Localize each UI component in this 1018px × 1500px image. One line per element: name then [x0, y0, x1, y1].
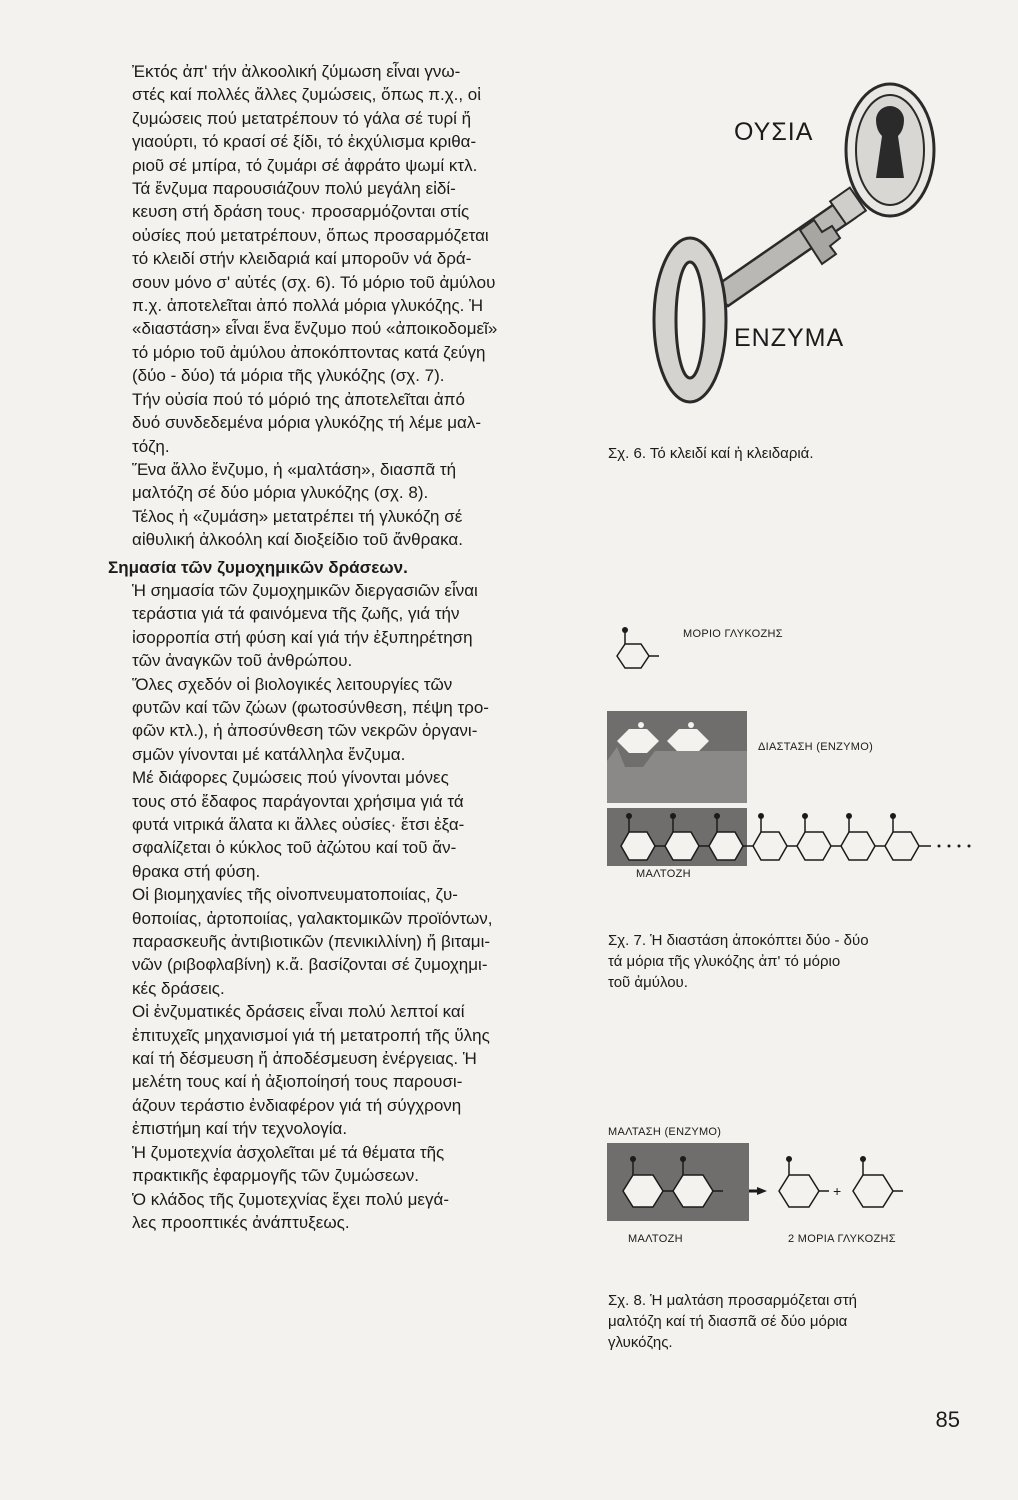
diastase-enzyme-block [607, 711, 747, 803]
main-text-column [108, 60, 588, 1234]
paragraph-maltase: Ἕνα ἄλλο ἔνζυμο, ἡ «μαλτάση», διασπᾶ τή μαλτόζη σέ δύο μόρια γλυκόζης (σχ. 8). [132, 459, 457, 503]
paragraph-zymase: Τέλος ἡ «ζυμάση» μετατρέπει τή γλυκόζη σέ αἰθυλική ἀλκοόλη καί διοξείδιο τοῦ ἄνθρακα. [132, 506, 463, 550]
glucose-molecule-icon [607, 622, 667, 672]
key [654, 188, 866, 402]
paragraph-biological-functions: Ὅλες σχεδόν οἱ βιολογικές λειτουργίες τῶν φυτῶν καί τῶν ζώων (φωτοσύνθεση, πέψη τρο- φῶν κτλ.), ἡ ἀποσύνθεση τῶν νεκρῶν ὀργανι- σμῶν γίνονται μέ κατάλληλα ἔνζυμα. [132, 674, 489, 764]
svg-text:+: + [833, 1183, 842, 1199]
two-glucose-label: 2 ΜΟΡΙΑ ΓΛΥΚΟΖΗΣ [788, 1233, 896, 1245]
glucose-molecule-label: ΜΟΡΙΟ ΓΛΥΚΟΖΗΣ [683, 628, 783, 640]
maltose-label-fig7: ΜΑΛΤΟΖΗ [636, 868, 691, 880]
lock-plate [846, 84, 934, 216]
page-number: 85 [935, 1407, 960, 1432]
starch-chain-diagram [607, 808, 995, 868]
figure-8-caption: Σχ. 8. Ἡ μαλτάση προσαρμόζεται στή μαλτόζη καί τή διασπᾶ σέ δύο μόρια γλυκόζης. [608, 1292, 857, 1351]
paragraph-fermentation-examples: Ἐκτός ἀπ' τήν ἀλκοολική ζύμωση εἶναι γνω- στές καί πολλές ἄλλες ζυμώσεις, ὅπως π.χ., οἱ ζυμώσεις πού μετατρέπουν τό γάλα σέ τυρί ἤ γιαούρτι, τό κρασί σέ ξίδι, τό ἐκχύλισμα κριθα- ριοῦ σέ μπίρα, τό ζυμάρι σέ ἀφράτο ψωμί κτλ. [132, 62, 482, 175]
paragraph-industries: Οἱ βιομηχανίες τῆς οἰνοπνευματοποιίας, ζυ- θοποιίας, ἀρτοποιίας, γαλακτομικῶν προϊόντων, παρασκευῆς ἀντιβιοτικῶν (πενικιλλίνη) ἤ βιταμι- νῶν (ριβοφλαβίνη) κ.ἄ. βασίζονται σέ ζυμοχημι- κές δράσεις. [132, 885, 493, 998]
paragraph-enzymatic-actions: Οἱ ἐνζυματικές δράσεις εἶναι πολύ λεπτοί καί ἐπιτυχεῖς μηχανισμοί γιά τή μετατροπή τῆς ὕλης καί τή δέσμευση ἤ ἀποδέσμευση ἐνέργειας. Ἡ μελέτη τους καί ἡ ἀξιοποίησή τους παρουσι- άζουν τεράστιο ἐνδιαφέρον γιά τή σύγχρονη ἐπιστήμη καί τήν τεχνολογία. [132, 1002, 490, 1139]
substance-label: ΟΥΣΙΑ [734, 118, 814, 146]
maltose-label-fig8: ΜΑΛΤΟΖΗ [628, 1233, 683, 1245]
paragraph-soil-fermentation: Μέ διάφορες ζυμώσεις πού γίνονται μόνες τους στό ἔδαφος παράγονται χρήσιμα γιά τά φυτά νιτρικά ἅλατα κι ἄλλες οὐσίες· ἔτσι ἐξα- σφαλίζεται ὁ κύκλος τοῦ ἀζώτου καί τοῦ ἄν- θρακα στή φύση. [132, 768, 465, 881]
paragraph-maltose-definition: Τήν οὐσία πού τό μόριό της ἀποτελεῖται ἀπό δυό συνδεδεμένα μόρια γλυκόζης τή λέμε μαλ- τόζη. [132, 389, 482, 456]
maltase-enzyme-label: ΜΑΛΤΑΣΗ (ΕΝΖΥΜΟ) [608, 1126, 722, 1138]
enzyme-label: ΕΝΖΥΜΑ [734, 324, 845, 352]
maltase-reaction-diagram [607, 1143, 937, 1223]
figure-6-caption: Σχ. 6. Τό κλειδί καί ἡ κλειδαριά. [608, 445, 814, 462]
paragraph-zymotechnology: Ἡ ζυμοτεχνία ἀσχολεῖται μέ τά θέματα τῆς πρακτικῆς ἐφαρμογῆς τῶν ζυμώσεων. [132, 1142, 445, 1186]
paragraph-prospects: Ὁ κλάδος τῆς ζυμοτεχνίας ἔχει πολύ μεγά- λες προοπτικές ἀνάπτυξεως. [132, 1189, 449, 1232]
paragraph-enzyme-specificity: Τά ἔνζυμα παρουσιάζουν πολύ μεγάλη εἰδί- κευση στή δράση τους· προσαρμόζονται στίς οὐσίες πού μετατρέπουν, ὅπως προσαρμόζεται τό κλειδί στήν κλειδαριά καί μποροῦν νά δρά- σουν μόνο σ' αὐτές (σχ. 6). Τό μόριο τοῦ ἀμύλου π.χ. ἀποτελεῖται ἀπό πολλά μόρια γλυκόζης. Ἡ «διαστάση» εἶναι ἕνα ἔνζυμο πού «ἀποικοδομεῖ» τό μόριο τοῦ ἀμύλου ἀποκόπτοντας κατά ζεύγη (δύο - δύο) τά μόρια τῆς γλυκόζης (σχ. 7). [132, 179, 498, 386]
paragraph-importance: Ἡ σημασία τῶν ζυμοχημικῶν διεργασιῶν εἶναι τεράστια γιά τά φαινόμενα τῆς ζωῆς, γιά τήν ἰσορροπία στή φύση καί γιά τήν ἐξυπηρέτηση τῶν ἀναγκῶν τοῦ ἀνθρώπου. [132, 580, 478, 671]
diastase-enzyme-label: ΔΙΑΣΤΑΣΗ (ΕΝΖΥΜΟ) [758, 741, 874, 753]
section-heading: Σημασία τῶν ζυμοχημικῶν δράσεων. [108, 557, 408, 577]
figure-7-caption: Σχ. 7. Ἡ διαστάση ἀποκόπτει δύο - δύο τά μόρια τῆς γλυκόζης ἀπ' τό μόριο τοῦ ἀμύλου. [608, 932, 869, 991]
